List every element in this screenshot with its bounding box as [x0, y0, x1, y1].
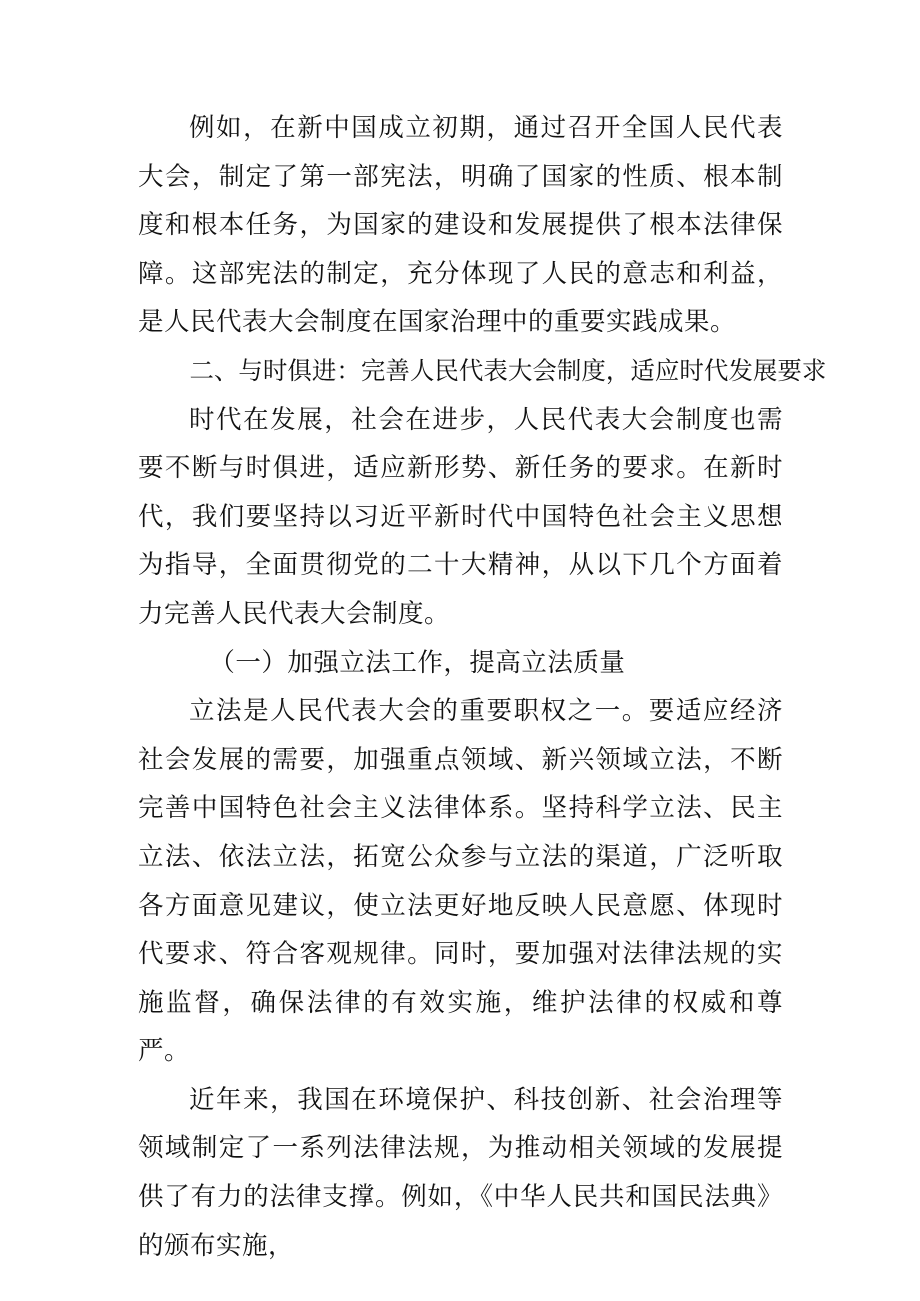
- paragraph-recent-years: 近年来，我国在环境保护、科技创新、社会治理等领域制定了一系列法律法规，为推动相关领域的发展提供了有力的法律支撑。例如，《中华人民共和国民法典》的颁布实施，: [138, 1084, 783, 1261]
- paragraph-constitution-example: 例如，在新中国成立初期，通过召开全国人民代表大会，制定了第一部宪法，明确了国家的性质、根本制度和根本任务，为国家的建设和发展提供了根本法律保障。这部宪法的制定，充分体现了人民的意志和利益，是人民代表大会制度在国家治理中的重要实践成果。: [138, 113, 783, 338]
- paragraph-keep-pace: 时代在发展，社会在进步，人民代表大会制度也需要不断与时俱进，适应新形势、新任务的要求。在新时代，我们要坚持以习近平新时代中国特色社会主义思想为指导，全面贯彻党的二十大精神，从以下几个方面着力完善人民代表大会制度。: [138, 404, 783, 629]
- paragraph-legislation: 立法是人民代表大会的重要职权之一。要适应经济社会发展的需要，加强重点领域、新兴领域立法，不断完善中国特色社会主义法律体系。坚持科学立法、民主立法、依法立法，拓宽公众参与立法的渠道，广泛听取各方面意见建议，使立法更好地反映人民意愿、体现时代要求、符合客观规律。同时，要加强对法律法规的实施监督，确保法律的有效实施，维护法律的权威和尊严。: [138, 696, 783, 1067]
- section-heading-two: 二、与时俱进：完善人民代表大会制度，适应时代发展要求: [189, 355, 827, 385]
- subsection-heading-one: （一）加强立法工作，提高立法质量: [209, 647, 626, 678]
- document-body: [138, 104, 827, 1270]
